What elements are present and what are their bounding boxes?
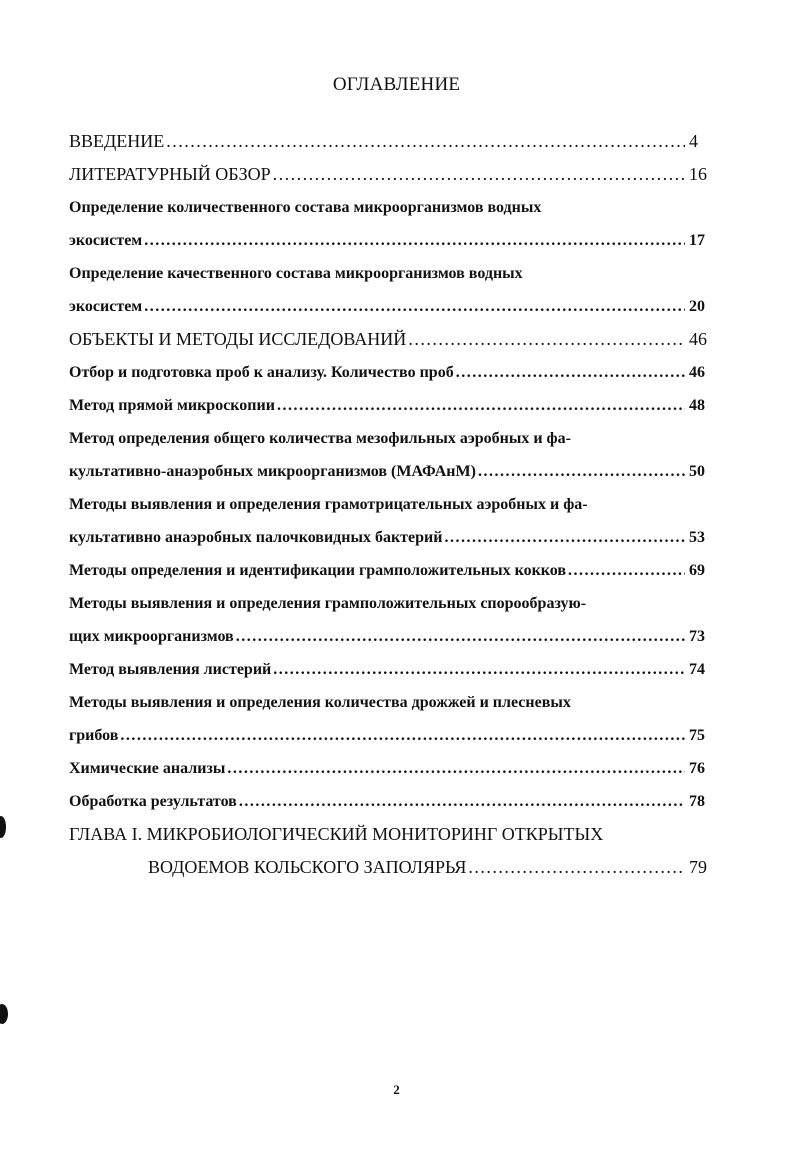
toc-entry-text: грибов (69, 727, 119, 744)
toc-entry (69, 723, 709, 749)
toc-page-number: 53 (689, 529, 705, 546)
dot-leader (144, 294, 685, 320)
toc-page-number: 75 (689, 727, 705, 744)
dot-leader (408, 326, 685, 352)
toc-entry-text: ЛИТЕРАТУРНЫЙ ОБЗОР (69, 164, 271, 184)
toc-entry (69, 756, 709, 782)
toc-entry-text: Методы выявления и определения грамотрицательных аэробных и фа- (69, 496, 588, 513)
toc-page-number: 76 (689, 760, 705, 777)
toc-entry (69, 657, 709, 683)
toc-page-number: 20 (689, 298, 705, 315)
toc-entry-text: щих микроорганизмов (69, 628, 234, 645)
toc-page-number: 74 (689, 661, 705, 678)
dot-leader (144, 228, 685, 254)
toc-page-number: 46 (689, 364, 705, 381)
toc-entry-text: Метод прямой микроскопии (69, 397, 275, 414)
dot-leader (227, 756, 685, 782)
page-number: 2 (393, 1082, 400, 1097)
toc-entry-text: Химические анализы (69, 760, 226, 777)
dot-leader (236, 624, 685, 650)
toc-entry-text: ВОДОЕМОВ КОЛЬСКОГО ЗАПОЛЯРЬЯ (148, 857, 467, 877)
dot-leader (120, 723, 685, 749)
dot-leader (568, 558, 685, 584)
toc-entry (69, 558, 709, 584)
toc-entry (69, 789, 709, 815)
toc-entry (148, 854, 709, 880)
toc-entry-text: ОБЪЕКТЫ И МЕТОДЫ ИССЛЕДОВАНИЙ (69, 329, 407, 349)
toc-entry (69, 393, 709, 419)
toc-entry (69, 492, 709, 518)
toc-page-number: 46 (689, 329, 707, 349)
dot-leader (166, 128, 685, 154)
toc-entry-text: экосистем (69, 232, 143, 249)
toc-entry-text: ГЛАВА I. МИКРОБИОЛОГИЧЕСКИЙ МОНИТОРИНГ ОТКРЫТЫХ (69, 824, 604, 844)
toc-page-number: 73 (689, 628, 705, 645)
toc-entry (69, 459, 709, 485)
toc-entry-text: Методы выявления и определения грамположительных спорообразую- (69, 595, 587, 612)
toc-page-number: 17 (689, 232, 705, 249)
toc-chapter-heading (69, 821, 709, 847)
toc-entry (69, 525, 709, 551)
toc-entry (69, 195, 709, 221)
dot-leader (456, 360, 685, 386)
toc-entry-text: экосистем (69, 298, 143, 315)
dot-leader (277, 393, 685, 419)
toc-entry-text: Отбор и подготовка проб к анализу. Количество проб (69, 364, 454, 381)
toc-page-number: 16 (689, 164, 707, 184)
toc-page-number: 79 (689, 857, 707, 877)
scan-blot (0, 1004, 8, 1024)
toc-entry (69, 690, 709, 716)
toc-entry (69, 624, 709, 650)
dot-leader (444, 525, 685, 551)
toc-entry-text: ВВЕДЕНИЕ (69, 131, 165, 151)
toc-page-number: 69 (689, 562, 705, 579)
toc-page-number: 78 (689, 793, 705, 810)
toc-entry-text: Метод определения общего количества мезофильных аэробных и фа- (69, 430, 571, 447)
toc-entry (69, 426, 709, 452)
toc-entry-text: Определение качественного состава микроорганизмов водных (69, 265, 523, 282)
toc-entry-text: Определение количественного состава микроорганизмов водных (69, 199, 542, 216)
dot-leader (478, 459, 685, 485)
toc-entry-text: Методы определения и идентификации грамположительных кокков (69, 562, 567, 579)
toc-entry (69, 326, 709, 352)
toc-entry (69, 261, 709, 287)
toc-entry (69, 161, 709, 187)
toc-entry (69, 591, 709, 617)
scan-blot (0, 816, 6, 838)
toc-page-number: 50 (689, 463, 705, 480)
dot-leader (239, 789, 685, 815)
toc-entry-text: Методы выявления и определения количества дрожжей и плесневых (69, 694, 571, 711)
toc-entry (69, 228, 709, 254)
dot-leader (273, 657, 685, 683)
toc-entry-text: Метод выявления листерий (69, 661, 272, 678)
page-title: ОГЛАВЛЕНИЕ (332, 74, 461, 95)
dot-leader (468, 854, 685, 880)
toc-page-number: 48 (689, 397, 705, 414)
toc-entry-text: культативно-анаэробных микроорганизмов (МАФАнМ) (69, 463, 476, 480)
toc-entry-text: Обработка результатов (69, 793, 237, 810)
toc-entry-text: культативно анаэробных палочковидных бактерий (69, 529, 443, 546)
toc-page-number: 4 (689, 131, 698, 151)
toc-entry (69, 128, 709, 154)
toc-entry (69, 294, 709, 320)
dot-leader (273, 161, 685, 187)
toc-entry (69, 360, 709, 386)
